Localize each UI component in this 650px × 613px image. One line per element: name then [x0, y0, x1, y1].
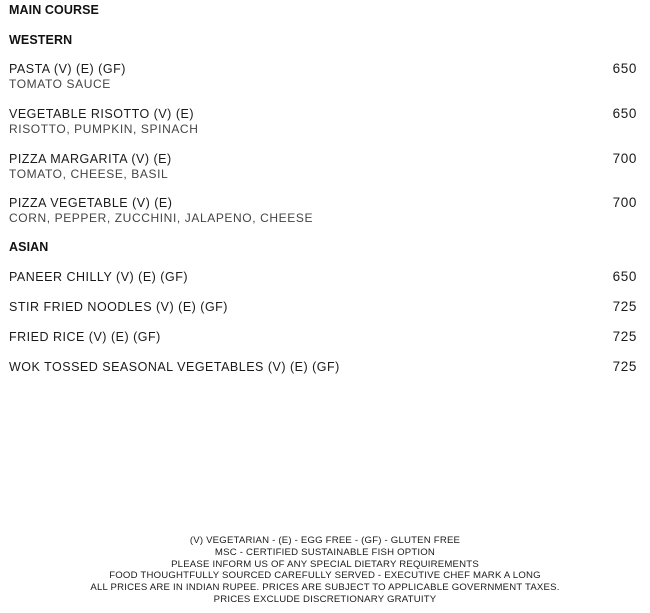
menu-item-price: 725: [612, 329, 637, 344]
menu-item-name: PANEER CHILLY (V) (E) (GF): [9, 270, 188, 284]
menu-item-name: VEGETABLE RISOTTO (V) (E): [9, 107, 194, 121]
menu-item-name: PIZZA VEGETABLE (V) (E): [9, 196, 173, 210]
menu-item-name: WOK TOSSED SEASONAL VEGETABLES (V) (E) (GF): [9, 360, 340, 374]
menu-item-name: FRIED RICE (V) (E) (GF): [9, 330, 161, 344]
menu-item-price: 650: [612, 106, 637, 121]
menu-item: [9, 329, 637, 345]
menu-item-price: 650: [612, 61, 637, 76]
section-heading-asian: ASIAN: [9, 240, 49, 254]
menu-item-description: TOMATO, CHEESE, BASIL: [9, 167, 169, 181]
menu-item-name: STIR FRIED NOODLES (V) (E) (GF): [9, 300, 228, 314]
section-heading-western: WESTERN: [9, 33, 73, 47]
menu-item: [9, 269, 637, 285]
menu-item-description: RISOTTO, PUMPKIN, SPINACH: [9, 122, 199, 136]
menu-item: [9, 151, 637, 182]
footer-price-note: ALL PRICES ARE IN INDIAN RUPEE. PRICES ARE SUBJECT TO APPLICABLE GOVERNMENT TAXES.: [90, 582, 560, 594]
menu-item-name: PASTA (V) (E) (GF): [9, 62, 126, 76]
menu-item-name: PIZZA MARGARITA (V) (E): [9, 152, 172, 166]
footer-gratuity-note: PRICES EXCLUDE DISCRETIONARY GRATUITY: [213, 593, 437, 605]
menu-item-price: 650: [612, 269, 637, 284]
menu-item: [9, 61, 637, 92]
menu-item-price: 700: [612, 195, 637, 210]
footer-dietary-note: PLEASE INFORM US OF ANY SPECIAL DIETARY REQUIREMENTS: [171, 558, 479, 570]
menu-item-description: CORN, PEPPER, ZUCCHINI, JALAPENO, CHEESE: [9, 211, 314, 225]
menu-item: [9, 299, 637, 315]
menu-item: [9, 195, 637, 226]
menu-item-price: 725: [612, 299, 637, 314]
menu-item: [9, 106, 637, 137]
menu-item-price: 700: [612, 151, 637, 166]
menu-item-price: 725: [612, 359, 637, 374]
page-title: MAIN COURSE: [9, 3, 99, 17]
menu-item: [9, 359, 637, 375]
menu-item-description: TOMATO SAUCE: [9, 77, 111, 91]
menu-footer: [0, 535, 650, 606]
footer-chef-note: FOOD THOUGHTFULLY SOURCED CAREFULLY SERVED - EXECUTIVE CHEF MARK A LONG: [109, 570, 541, 582]
footer-msc-note: MSC - CERTIFIED SUSTAINABLE FISH OPTION: [214, 546, 436, 558]
footer-legend: (V) VEGETARIAN - (E) - EGG FREE - (GF) - GLUTEN FREE: [189, 535, 461, 546]
